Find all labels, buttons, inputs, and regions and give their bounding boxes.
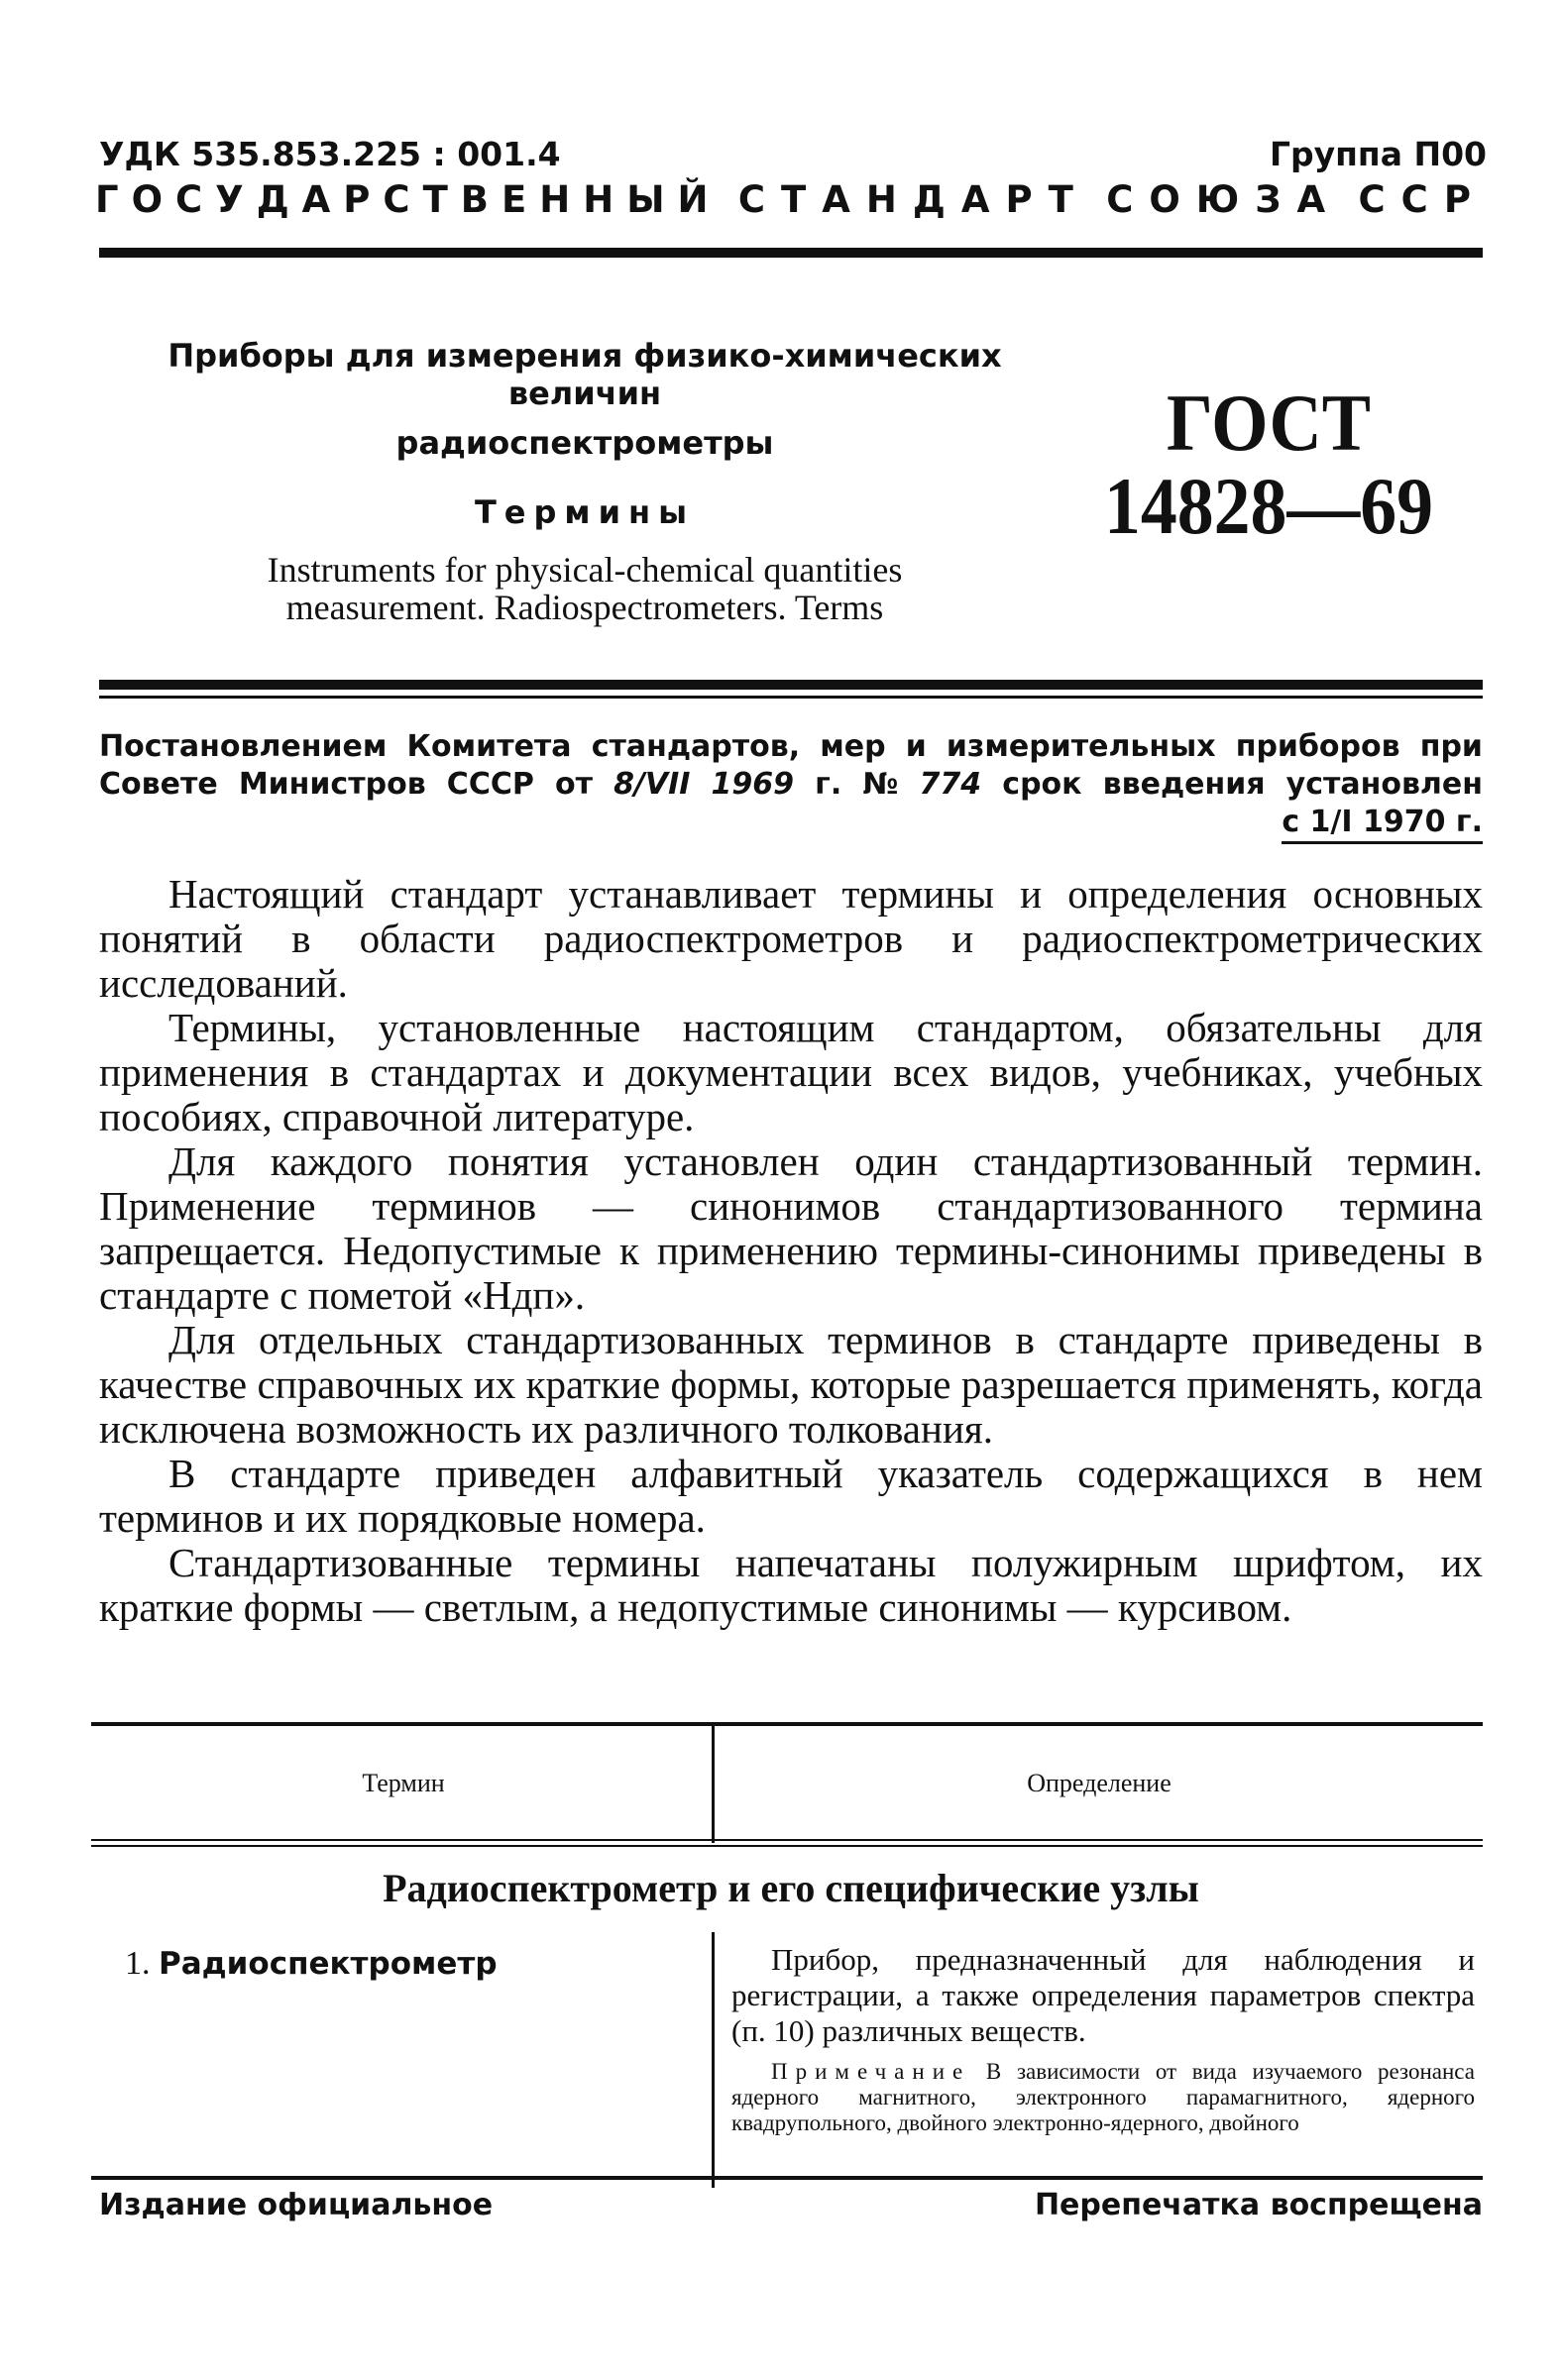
definition-note (731, 2059, 1475, 2136)
decree-word: Комитета (406, 729, 572, 764)
decree-word: срок (1002, 767, 1082, 802)
gost-label: ГОСТ (1167, 378, 1371, 468)
title-english (89, 551, 1080, 626)
decree-word: стандартов, (591, 729, 801, 764)
footer-rule (91, 2176, 1483, 2180)
decree-word: Постановлением (99, 729, 388, 764)
body-paragraph: Для отдельных стандартизованных терминов в стандарте приведены в качестве справочных их краткие формы, которые разрешается применять, когда исключена возможность их различного толкования. (99, 1317, 1483, 1452)
decree-word: введения (1102, 767, 1266, 802)
footer-edition: Издание официальное (99, 2188, 494, 2222)
body-paragraph: Для каждого понятия установлен один стандартизованный термин. Применение терминов — синонимов стандартизованного термина запрещается. Недопустимые к применению термины-синонимы приведены в стандарте с пометой «Ндп». (99, 1138, 1483, 1318)
column-header-definition: Определение (1027, 1769, 1172, 1797)
title-line-1: Приборы для измерения физико-химических величин (167, 337, 1002, 412)
decree-word: Совете (99, 767, 218, 802)
table-header-rule-2 (91, 1845, 1483, 1847)
table-row (125, 1945, 498, 1983)
term-definition (731, 1942, 1475, 2136)
body-paragraph: Термины, установленные настоящим стандартом, обязательны для применения в стандартах и документации всех видов, учебниках, учебных пособиях, справочной литературе. (99, 1005, 1483, 1139)
section-title: Радиоспектрометр и его специфические узлы (383, 1866, 1199, 1910)
definition-text: Прибор, предназначенный для наблюдения и регистрации, а также определения параметров спектра (п. 10) различных веществ. (731, 1942, 1475, 2048)
title-english-line-1: Instruments for physical-chemical quantities (267, 550, 903, 590)
decree-word: 8/VII (614, 767, 691, 802)
banner-word: СТАНДАРТ (737, 178, 1089, 221)
decree-word: № (862, 767, 899, 802)
column-header-term: Термин (362, 1769, 445, 1797)
title-line-2: радиоспектрометры (395, 424, 774, 462)
decree-word: г. (815, 767, 842, 802)
title-rule-thick (99, 680, 1483, 690)
decree-line-2 (99, 766, 1483, 804)
udk-code: УДК 535.853.225 : 001.4 (99, 135, 561, 173)
decree-word: 1969 (711, 767, 795, 802)
banner-word: ССР (1358, 178, 1487, 221)
decree (99, 728, 1483, 841)
table-header (91, 1724, 1483, 1841)
gost-designation (1080, 378, 1457, 551)
note-label: Примечание (771, 2059, 971, 2084)
term-name: Радиоспектрометр (159, 1946, 498, 1982)
title-line-3: Термины (474, 493, 696, 531)
decree-word: СССР (446, 767, 534, 802)
decree-word: и (905, 729, 927, 764)
decree-word: установлен (1285, 767, 1483, 802)
title-rule-thin (99, 696, 1483, 699)
decree-word: мер (820, 729, 886, 764)
body-paragraph: Настоящий стандарт устанавливает термины и определения основных понятий в области радиоспектрометров и радиоспектрометрических исследований. (99, 871, 1483, 1006)
title-block (89, 337, 1080, 626)
decree-word: Министров (238, 767, 426, 802)
term-number: 1. (125, 1945, 151, 1982)
table-row-divider (712, 1932, 715, 2188)
effective-date: с 1/I 1970 г. (1282, 805, 1483, 844)
body-text (99, 872, 1483, 1630)
banner-word: ГОСУДАРСТВЕННЫЙ (95, 178, 722, 221)
group-code: Группа П00 (1269, 135, 1487, 173)
table-header-rule-1 (91, 1839, 1483, 1841)
footer-reprint-notice: Перепечатка воспрещена (1034, 2188, 1483, 2222)
banner-word: СОЮЗА (1106, 178, 1342, 221)
decree-word: при (1419, 729, 1483, 764)
state-standard-banner (95, 178, 1487, 221)
decree-line-3 (99, 804, 1483, 841)
table-header-divider (712, 1726, 715, 1843)
note-text: В зависимости от вида изучаемого резонанса ядерного магнитного, электронного парамагнитного, ядерного квадрупольного, двойного электронно-ядерного, двойного (731, 2059, 1476, 2135)
header-rule (99, 248, 1483, 258)
decree-line-1 (99, 728, 1483, 766)
title-english-line-2: measurement. Radiospectrometers. Terms (285, 588, 884, 627)
gost-number: 14828—69 (1103, 461, 1434, 551)
decree-word: измерительных (946, 729, 1216, 764)
body-paragraph: В стандарте приведен алфавитный указатель содержащихся в нем терминов и их порядковые номера. (99, 1451, 1483, 1541)
body-paragraph: Стандартизованные термины напечатаны полужирным шрифтом, их краткие формы — светлым, а недопустимые синонимы — курсивом. (99, 1540, 1483, 1630)
decree-word: 774 (919, 767, 982, 802)
decree-word: от (554, 767, 593, 802)
decree-word: приборов (1235, 729, 1400, 764)
